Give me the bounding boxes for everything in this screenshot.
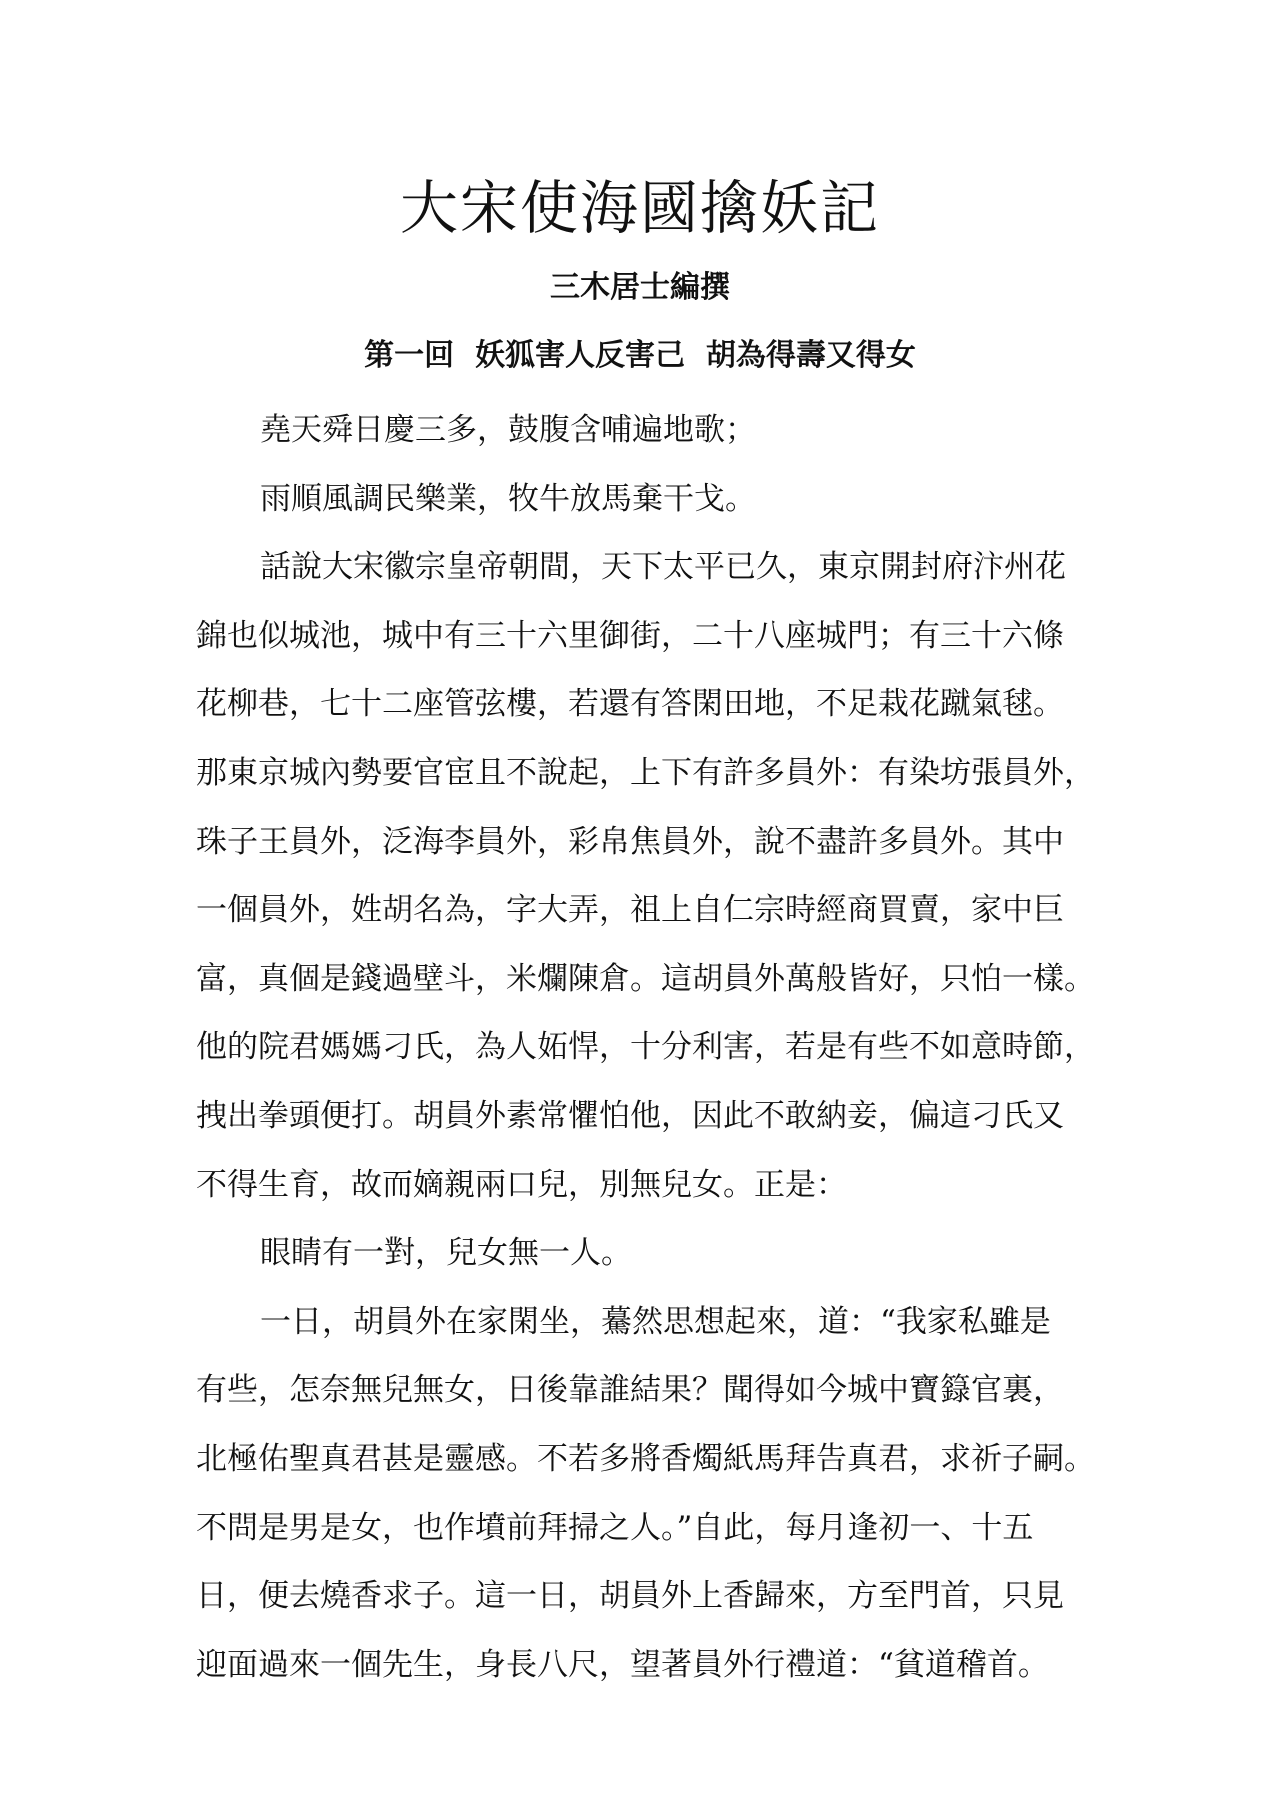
paragraph-line: 拽出拳頭便打。胡員外素常懼怕他，因此不敢納妾，偏這刁氏又 <box>196 1097 1064 1134</box>
verse-line: 眼睛有一對，兒女無一人。 <box>260 1235 632 1272</box>
paragraph-line: 一日，胡員外在家閑坐，驀然思想起來，道：“我家私雖是 <box>260 1303 1051 1340</box>
paragraph-line: 富，真個是錢過壁斗，米爛陳倉。這胡員外萬般皆好，只怕一樣。 <box>196 960 1095 997</box>
paragraph-line: 不問是男是女，也作墳前拜掃之人。”自此，每月逢初一、十五 <box>196 1509 1034 1546</box>
author-line: 三木居士編撰 <box>550 270 730 305</box>
document-title: 大宋使海國擒妖記 <box>399 174 880 242</box>
paragraph-line: 錦也似城池，城中有三十六里御街，二十八座城門；有三十六條 <box>196 617 1064 654</box>
body-text <box>196 396 1096 1699</box>
paragraph-line: 一個員外，姓胡名為，字大弄，祖上自仁宗時經商買賣，家中巨 <box>196 892 1064 929</box>
paragraph-line: 花柳巷，七十二座管弦樓，若還有答閑田地，不足栽花蹴氣毬。 <box>196 686 1064 723</box>
paragraph-line: 北極佑聖真君甚是靈感。不若多將香燭紙馬拜告真君，求祈子嗣。 <box>196 1440 1095 1477</box>
paragraph-line: 珠子王員外，泛海李員外，彩帛焦員外，說不盡許多員外。其中 <box>196 823 1064 860</box>
paragraph-line: 有些，怎奈無兒無女，日後靠誰結果？聞得如今城中寶籙官裏， <box>196 1372 1064 1409</box>
poem-line: 堯天舜日慶三多，鼓腹含哺遍地歌； <box>260 412 756 448</box>
paragraph-line: 迎面過來一個先生，身長八尺，望著員外行禮道：“貧道稽首。 <box>196 1646 1049 1683</box>
paragraph-line: 日，便去燒香求子。這一日，胡員外上香歸來，方至門首，只見 <box>196 1578 1064 1615</box>
paragraph-line: 話說大宋徽宗皇帝朝間，天下太平已久，東京開封府汴州花 <box>260 549 1066 586</box>
paragraph-line: 那東京城內勢要官宦且不說起，上下有許多員外：有染坊張員外， <box>196 754 1095 791</box>
chapter-heading: 第一回 妖狐害人反害己 胡為得壽又得女 <box>364 338 916 373</box>
poem-line: 雨順風調民樂業，牧牛放馬棄干戈。 <box>260 480 756 517</box>
paragraph-line: 他的院君媽媽刁氏，為人妬悍，十分利害，若是有些不如意時節， <box>196 1029 1095 1066</box>
paragraph-line: 不得生育，故而嫡親兩口兒，別無兒女。正是： <box>196 1166 847 1203</box>
